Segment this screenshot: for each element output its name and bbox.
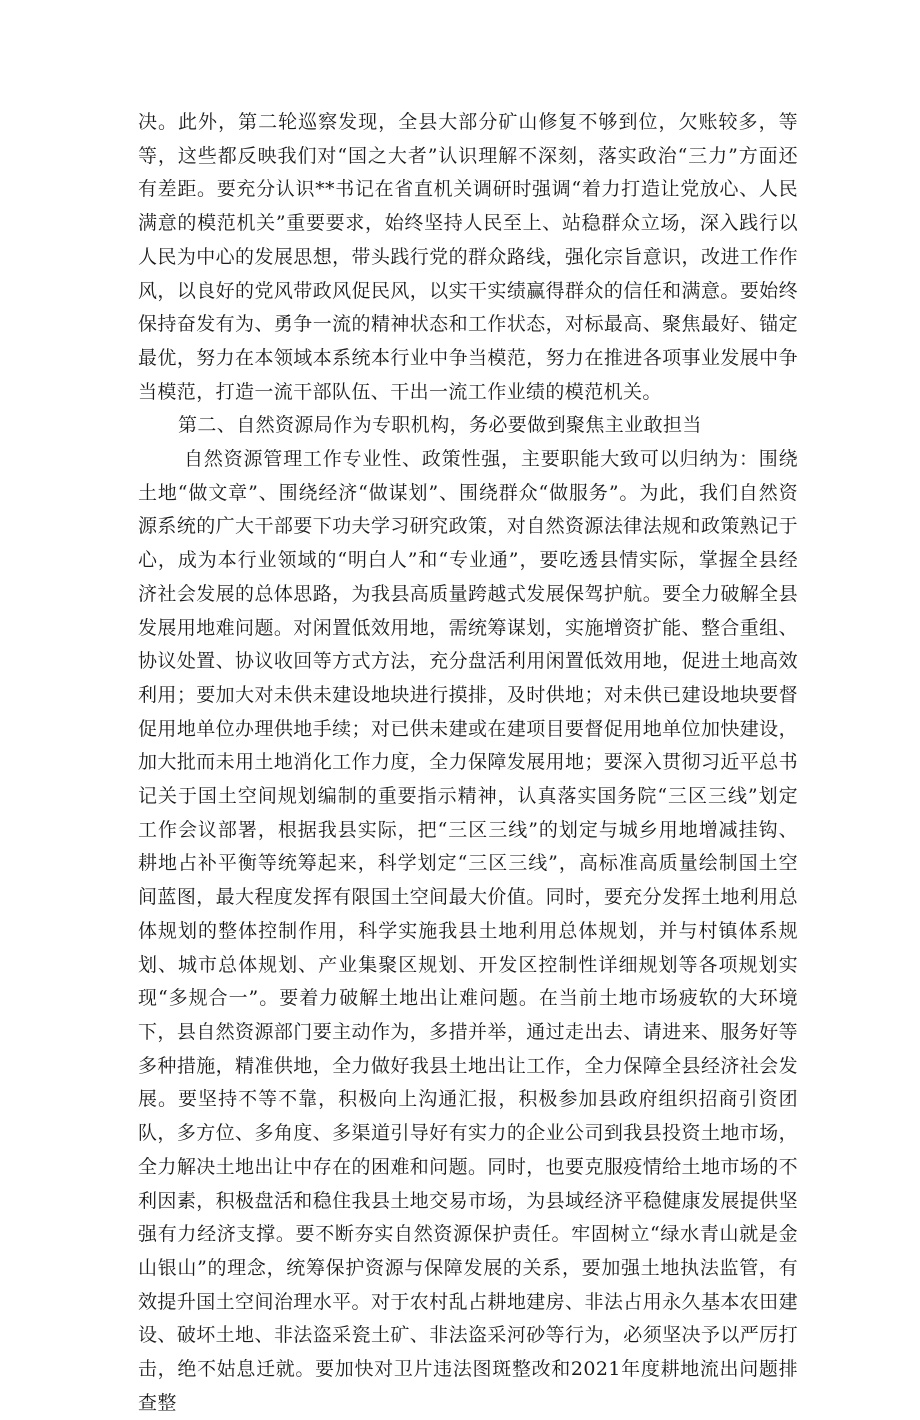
body-paragraph: 自然资源管理工作专业性、政策性强，主要职能大致可以归纳为：围绕土地“做文章”、围绕经济“做谋划”、围绕群众“做服务”。为此，我们自然资源系统的广大干部要下功夫学习研究政策，对自然资源法律法规和政策熟记于心，成为本行业领域的“明白人”和“专业通”，要吃透县情实际，掌握全县经济社会发展的总体思路，为我县高质量跨越式发展保驾护航。要全力破解全县发展用地难问题。对闲置低效用地，需统筹谋划，实施增资扩能、整合重组、协议处置、协议收回等方式方法，充分盘活利用闲置低效用地，促进土地高效利用；要加大对未供未建设地块进行摸排，及时供地；对未供已建设地块要督促用地单位办理供地手续；对已供未建或在建项目要督促用地单位加快建设，加大批而未用土地消化工作力度，全力保障发展用地；要深入贯彻习近平总书记关于国土空间规划编制的重要指示精神，认真落实国务院“三区三线”划定工作会议部署，根据我县实际，把“三区三线”的划定与城乡用地增减挂钩、耕地占补平衡等统筹起来，科学划定“三区三线”，高标准高质量绘制国土空间蓝图，最大程度发挥有限国土空间最大价值。同时，要充分发挥土地利用总体规划的整体控制作用，科学实施我县土地利用总体规划，并与村镇体系规划、城市总体规划、产业集聚区规划、开发区控制性详细规划等各项规划实现“多规合一”。要着力破解土地出让难问题。在当前土地市场疲软的大环境下，县自然资源部门要主动作为，多措并举，通过走出去、请进来、服务好等多种措施，精准供地，全力做好我县土地出让工作，全力保障全县经济社会发展。要坚持不等不靠，积极向上沟通汇报，积极参加县政府组织招商引资团队，多方位、多角度、多渠道引导好有实力的企业公司到我县投资土地市场，全力解决土地出让中存在的困难和问题。同时，也要克服疫情给土地市场的不利因素，积极盘活和稳住我县土地交易市场，为县域经济平稳健康发展提供坚强有力经济支撑。要不断夯实自然资源保护责任。牢固树立“绿水青山就是金山银山”的理念，统筹保护资源与保障发展的关系，要加强土地执法监管，有效提升国土空间治理水平。对于农村乱占耕地建房、非法占用永久基本农田建设、破坏土地、非法盗采瓷土矿、非法盗采河砂等行为，必须坚决予以严厉打击，绝不姑息迁就。要加快对卫片违法图斑整改和2021年度耕地流出问题排查整 bbox=[138, 448, 798, 1414]
body-paragraph: 决。此外，第二轮巡察发现，全县大部分矿山修复不够到位，欠账较多，等等，这些都反映我们对“国之大者”认识理解不深刻，落实政治“三力”方面还有差距。要充分认识**书记在省直机关调研时强调“着力打造让党放心、人民满意的模范机关”重要要求，始终坚持人民至上、站稳群众立场，深入践行以人民为中心的发展思想，带头践行党的群众路线，强化宗旨意识，改进工作作风，以良好的党风带政风促民风，以实干实绩赢得群众的信任和满意。要始终保持奋发有为、勇争一流的精神状态和工作状态，对标最高、聚焦最好、锚定最优，努力在本领域本系统本行业中争当模范，努力在推进各项事业发展中争当模范，打造一流干部队伍、干出一流工作业绩的模范机关。 bbox=[138, 111, 798, 403]
section-heading: 第二、自然资源局作为专职机构，务必要做到聚焦主业敢担当 bbox=[178, 414, 702, 437]
document-body bbox=[138, 106, 798, 1420]
